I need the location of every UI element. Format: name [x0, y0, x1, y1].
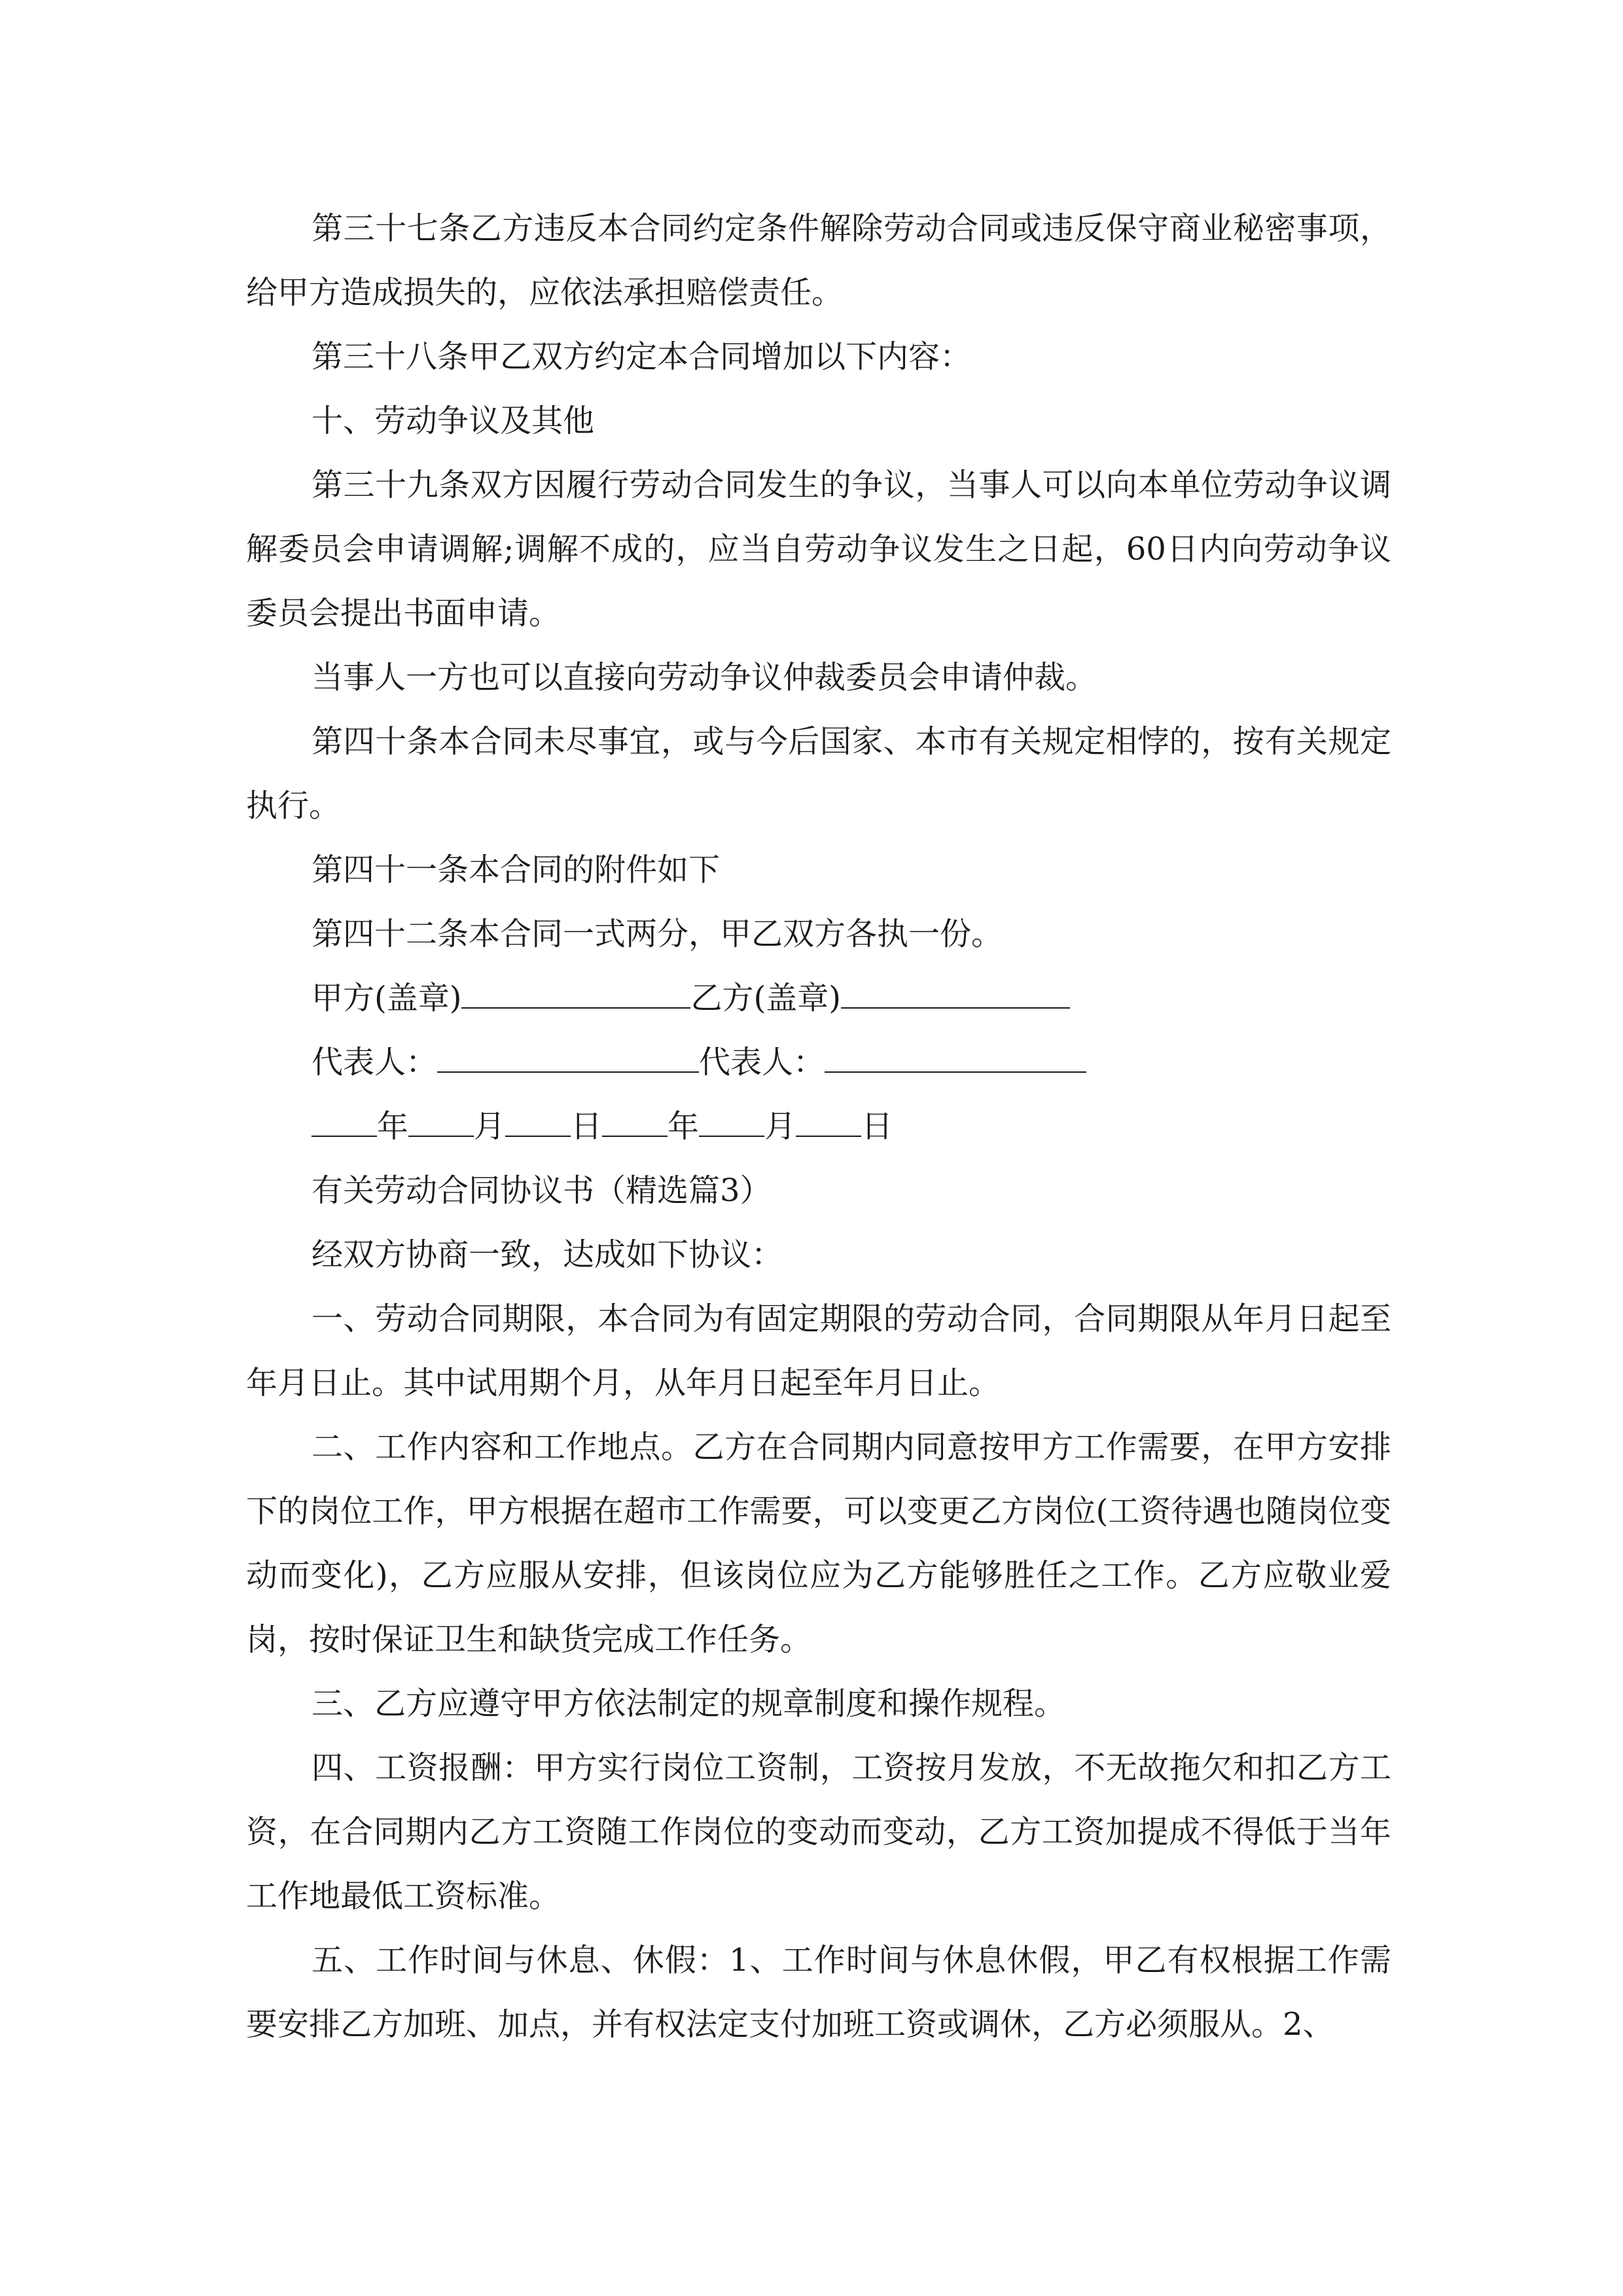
paragraph: 第三十七条乙方违反本合同约定条件解除劳动合同或违反保守商业秘密事项，给甲方造成损失的，应依法承担赔偿责任。 [246, 210, 1391, 311]
date-blank [505, 1109, 571, 1137]
date-year-label: 年 [668, 1108, 700, 1145]
paragraph: 三、乙方应遵守甲方依法制定的规章制度和操作规程。 [312, 1685, 1066, 1722]
date-blank [796, 1109, 861, 1137]
date-month-label: 月 [764, 1108, 796, 1145]
signature-representative-line [246, 1030, 1391, 1094]
party-a-rep-blank [437, 1045, 699, 1073]
party-a-rep-label: 代表人： [312, 1044, 438, 1081]
party-b-rep-blank [825, 1045, 1086, 1073]
date-month-label: 月 [474, 1108, 506, 1145]
paragraph: 当事人一方也可以直接向劳动争议仲裁委员会申请仲裁。 [312, 659, 1097, 696]
date-year-label: 年 [377, 1108, 409, 1145]
paragraph: 第四十条本合同未尽事宜，或与今后国家、本市有关规定相悖的，按有关规定执行。 [246, 723, 1391, 824]
party-b-rep-label: 代表人： [699, 1044, 825, 1081]
document-page [246, 196, 1391, 2056]
paragraph: 第三十九条双方因履行劳动合同发生的争议，当事人可以向本单位劳动争议调解委员会申请调解;调解不成的，应当自劳动争议发生之日起，60日内向劳动争议委员会提出书面申请。 [246, 467, 1391, 632]
date-blank [408, 1109, 474, 1137]
date-day-label: 日 [571, 1108, 603, 1145]
paragraph: 经双方协商一致，达成如下协议： [312, 1236, 783, 1273]
paragraph: 第四十二条本合同一式两分，甲乙双方各执一份。 [312, 916, 1003, 952]
section-title: 有关劳动合同协议书（精选篇3） [312, 1172, 772, 1209]
date-blank [699, 1109, 764, 1137]
signature-date-line [246, 1094, 1391, 1158]
party-b-seal-blank [841, 981, 1070, 1009]
paragraph: 四、工资报酬：甲方实行岗位工资制，工资按月发放，不无故拖欠和扣乙方工资，在合同期内乙方工资随工作岗位的变动而变动，乙方工资加提成不得低于当年工作地最低工资标准。 [246, 1749, 1391, 1914]
date-day-label: 日 [861, 1108, 893, 1145]
paragraph: 二、工作内容和工作地点。乙方在合同期内同意按甲方工作需要，在甲方安排下的岗位工作，甲方根据在超市工作需要，可以变更乙方岗位(工资待遇也随岗位变动而变化)，乙方应服从安排，但该岗位应为乙方能够胜任之工作。乙方应敬业爱岗，按时保证卫生和缺货完成工作任务。 [246, 1429, 1391, 1658]
party-b-seal-label: 乙方(盖章) [690, 980, 841, 1016]
paragraph: 十、劳动争议及其他 [312, 403, 595, 439]
date-blank [602, 1109, 668, 1137]
paragraph: 第三十八条甲乙双方约定本合同增加以下内容： [312, 338, 972, 375]
signature-seal-line [246, 966, 1391, 1030]
date-blank [312, 1109, 377, 1137]
paragraph: 第四十一条本合同的附件如下 [312, 852, 721, 888]
paragraph: 五、工作时间与休息、休假：1、工作时间与休息休假，甲乙有权根据工作需要安排乙方加班、加点，并有权法定支付加班工资或调休，乙方必须服从。2、 [246, 1942, 1391, 2043]
party-a-seal-blank [461, 981, 690, 1009]
paragraph: 一、劳动合同期限，本合同为有固定期限的劳动合同，合同期限从年月日起至年月日止。其中试用期个月，从年月日起至年月日止。 [246, 1300, 1391, 1401]
party-a-seal-label: 甲方(盖章) [312, 980, 462, 1016]
